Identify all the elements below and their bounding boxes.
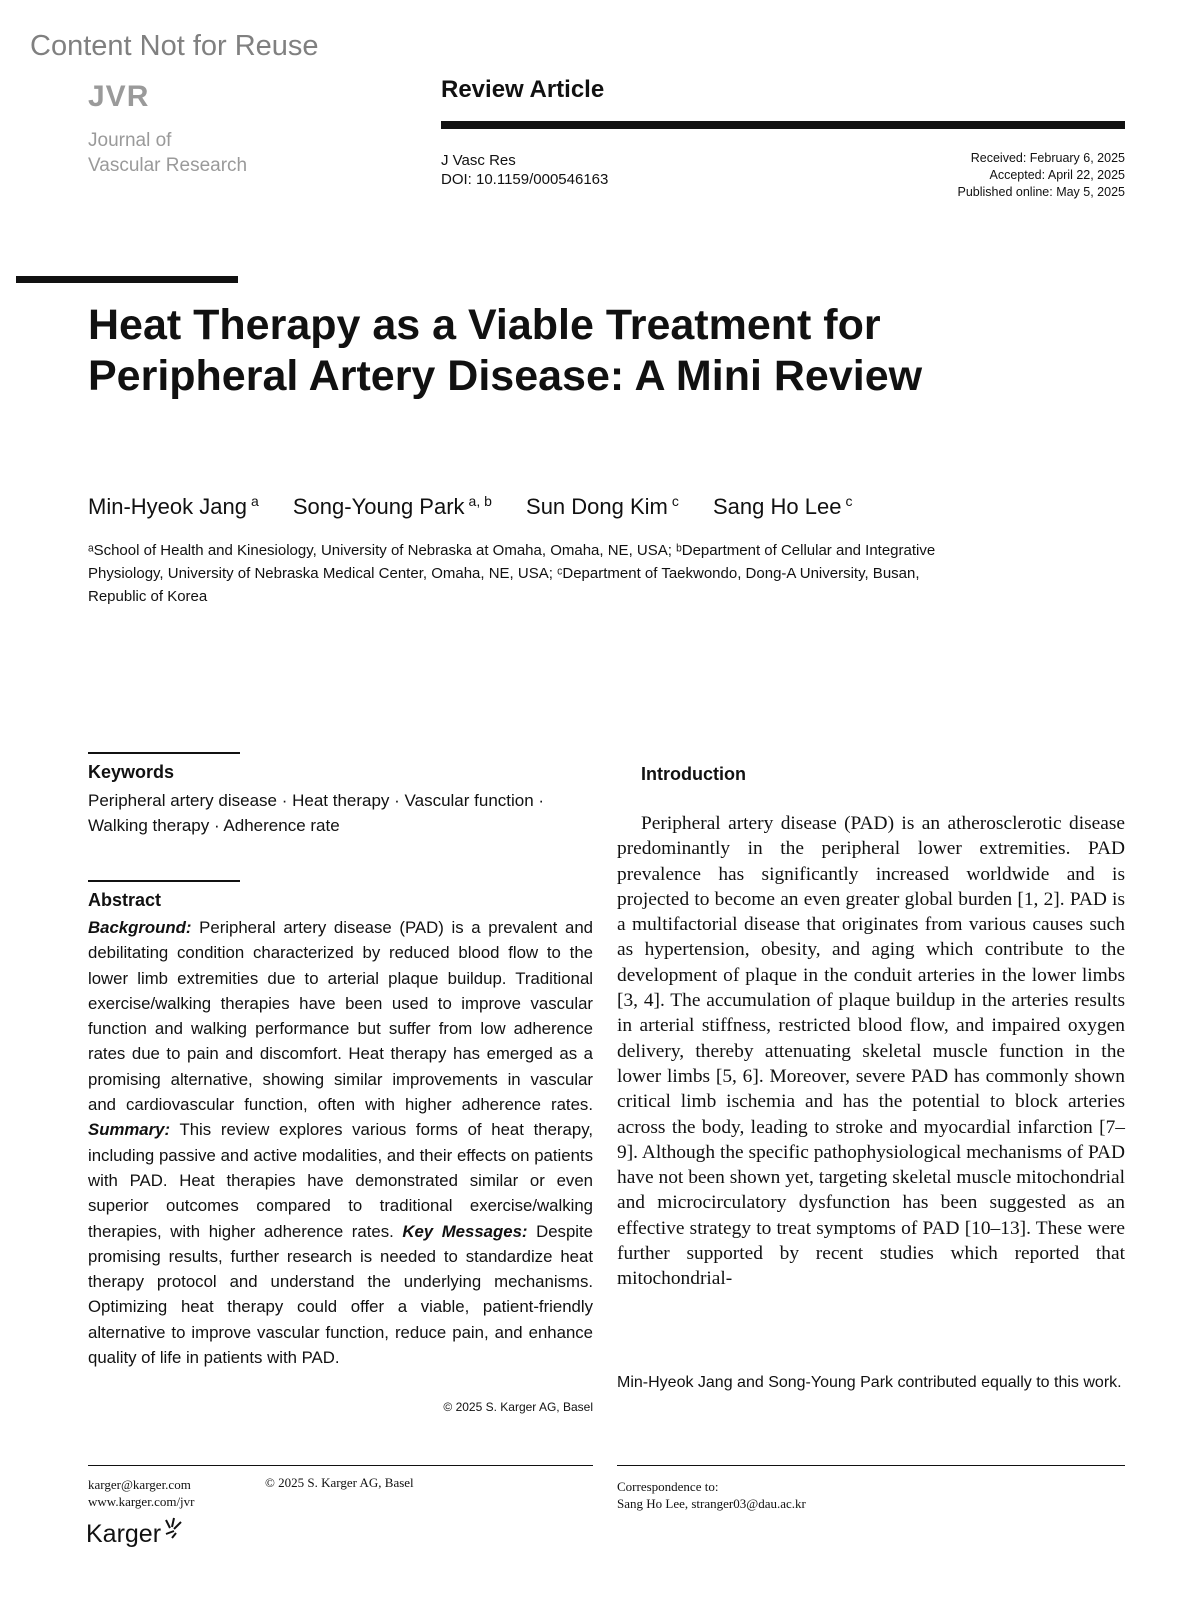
karger-logo-text: Karger xyxy=(86,1520,162,1548)
contribution-note: Min-Hyeok Jang and Song-Young Park contributed equally to this work. xyxy=(617,1374,1122,1391)
abstract-heading: Abstract xyxy=(88,890,162,910)
article-dates xyxy=(890,150,1125,201)
author[interactable] xyxy=(526,494,679,519)
publisher-email[interactable]: karger@karger.com xyxy=(88,1477,191,1492)
author-name: Sang Ho Lee xyxy=(713,494,842,520)
journal-short-name: J Vasc Res xyxy=(441,152,516,169)
abstract-background-label: Background: xyxy=(88,918,192,937)
article-title: Heat Therapy as a Viable Treatment for Peripheral Artery Disease: A Mini Review xyxy=(88,301,923,400)
watermark: Content Not for Reuse xyxy=(30,30,319,62)
article-type: Review Article xyxy=(441,76,605,103)
author-affiliation-mark: a xyxy=(250,493,259,509)
abstract-copyright: © 2025 S. Karger AG, Basel xyxy=(443,1400,593,1414)
doi[interactable]: DOI: 10.1159/000546163 xyxy=(441,171,609,188)
abstract-key-messages-label: Key Messages: xyxy=(402,1221,528,1241)
citation-block xyxy=(441,151,608,189)
keywords-heading: Keywords xyxy=(88,762,175,782)
journal-website[interactable]: www.karger.com/jvr xyxy=(88,1494,195,1509)
published-date: Published online: May 5, 2025 xyxy=(957,185,1125,199)
footer-copyright: © 2025 S. Karger AG, Basel xyxy=(265,1475,414,1490)
journal-name xyxy=(88,128,247,178)
author-name: Sun Dong Kim xyxy=(526,494,668,520)
keywords-list: Peripheral artery disease · Heat therapy · Vascular function · Walking therapy · Adherence rate xyxy=(88,791,545,835)
header-rule xyxy=(441,121,1125,129)
journal-name-line1: Journal of xyxy=(88,130,172,151)
abstract-key-messages-text: Despite promising results, further research is needed to standardize heat therapy protocol and understand the underlying mechanisms. Optimizing heat therapy could offer a viable, patient-friendly alternative to improve vascular function, reduce pain, and enhance quality of life in patients with PAD. xyxy=(88,1221,594,1368)
abstract-body xyxy=(88,915,593,1370)
footer-rule-left xyxy=(88,1465,593,1466)
karger-spark-icon xyxy=(162,1516,184,1542)
introduction-heading: Introduction xyxy=(641,764,746,784)
author-affiliation-mark: c xyxy=(671,493,679,509)
correspondence-label: Correspondence to: xyxy=(617,1479,719,1494)
author[interactable] xyxy=(713,494,852,519)
journal-name-line2: Vascular Research xyxy=(88,155,248,176)
abstract-summary-text: This review explores various forms of heat therapy, including passive and active modalities, and their effects on patients with PAD. Heat therapies have demonstrated similar or even superior outcomes compared to traditional exercise/walking therapies, with higher adherence rates. xyxy=(88,1120,593,1241)
abstract-summary-label: Summary: xyxy=(88,1120,171,1140)
author-list xyxy=(88,493,880,520)
keywords-rule xyxy=(88,752,240,754)
author-name: Min-Hyeok Jang xyxy=(88,494,247,520)
publisher-contact xyxy=(88,1476,195,1510)
karger-logo xyxy=(86,1520,184,1549)
author[interactable] xyxy=(88,494,259,519)
correspondence xyxy=(617,1478,806,1512)
author[interactable] xyxy=(293,494,492,519)
footer-rule-right xyxy=(617,1465,1125,1466)
abstract-rule xyxy=(88,880,240,882)
author-affiliation-mark: c xyxy=(845,493,853,509)
affiliations: ᵃSchool of Health and Kinesiology, University of Nebraska at Omaha, Omaha, NE, USA; ᵇDepartment of Cellular and Integrative Physiology, University of Nebraska Medical Center, Omaha, NE, USA; ᶜDepartment of Taekwondo, Dong-A University, Busan, Republic of Korea xyxy=(88,542,936,605)
accepted-date: Accepted: April 22, 2025 xyxy=(989,168,1125,182)
correspondence-address[interactable]: Sang Ho Lee, stranger03@dau.ac.kr xyxy=(617,1496,806,1511)
author-name: Song-Young Park xyxy=(292,494,465,520)
introduction-body: Peripheral artery disease (PAD) is an atherosclerotic disease predominantly in the peripheral lower extremities. PAD prevalence has significantly increased worldwide and is projected to become an even greater global burden [1, 2]. PAD is a multifactorial disease that originates from various causes such as hypertension, obesity, and aging which contribute to the development of plaque in the conduit arteries in the lower limbs [3, 4]. The accumulation of plaque buildup in the arteries results in arterial stiffness, restricted blood flow, and impaired oxygen delivery, thereby attenuating skeletal muscle function in the lower limbs [5, 6]. Moreover, severe PAD has commonly shown critical limb ischemia and has the potential to block arteries across the body, leading to stroke and myocardial infarction [7–9]. Although the specific pathophysiological mechanisms of PAD have not been shown yet, targeting skeletal muscle mitochondrial and microcirculatory dysfunction has been suggested as an effective strategy to treat symptoms of PAD [10–13]. These were further supported by recent studies which reported that mitochondrial- xyxy=(617,813,1125,1290)
title-rule xyxy=(16,276,238,283)
received-date: Received: February 6, 2025 xyxy=(970,151,1125,165)
abstract-background-text: Peripheral artery disease (PAD) is a prevalent and debilitating condition characterized by reduced blood flow to the lower limb extremities due to arterial plaque buildup. Traditional exercise/walking therapies have been used to improve vascular function and walking performance but suffer from low adherence rates due to pain and discomfort. Heat therapy has emerged as a promising alternative, showing similar improvements in vascular and cardiovascular function, often with higher adherence rates. xyxy=(88,918,593,1115)
journal-abbreviation: JVR xyxy=(88,80,150,113)
author-affiliation-mark: a, b xyxy=(468,493,492,509)
